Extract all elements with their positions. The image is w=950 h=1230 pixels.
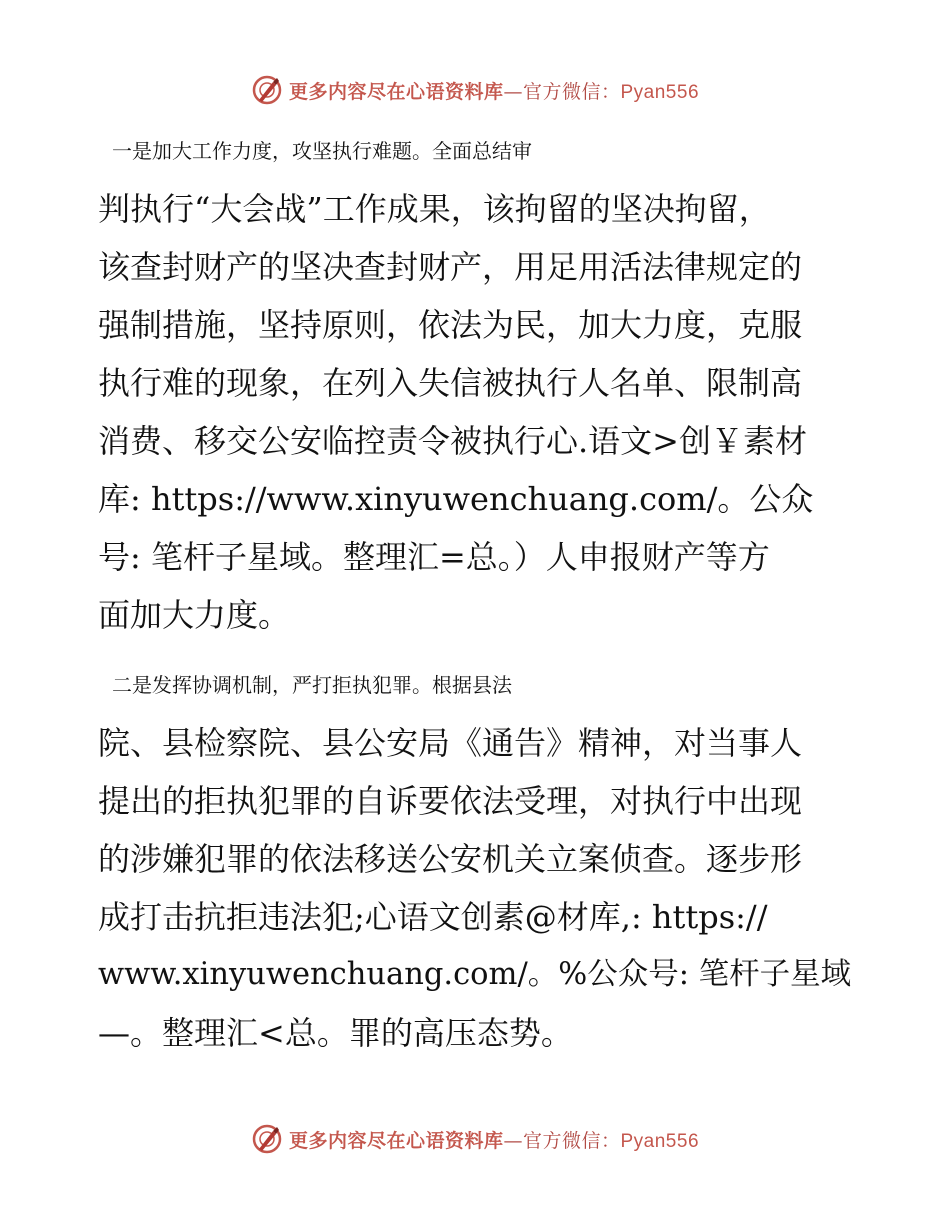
paragraph-2	[98, 656, 858, 1062]
text-line: 执行难的现象，在列入失信被执行人名单、限制高	[98, 364, 803, 402]
text-line: 提出的拒执犯罪的自诉要依法受理，对执行中出现	[98, 782, 803, 820]
text-line: 号: 笔杆子星域。整理汇=总。）人申报财产等方	[98, 538, 770, 576]
footer-watermark	[0, 1119, 950, 1159]
text-line: 面加大力度。	[98, 596, 291, 634]
text-line: —。整理汇<总。罪的高压态势。	[98, 1014, 573, 1052]
pen-logo-icon	[251, 74, 283, 106]
text-line: 成打击抗拒违法犯;心语文创素@材库,: https://	[98, 898, 768, 936]
text-line: 判执行“大会战”工作成果，该拘留的坚决拘留，	[98, 190, 771, 228]
text-line: 该查封财产的坚决查封财产，用足用活法律规定的	[98, 248, 803, 286]
text-line: 二是发挥协调机制，严打拒执犯罪。根据县法	[112, 673, 512, 697]
text-line: 一是加大工作力度，攻坚执行难题。全面总结审	[112, 139, 532, 163]
watermark-text: 更多内容尽在心语资料库—官方微信：Pyan556	[288, 80, 700, 103]
text-line: 强制措施，坚持原则，依法为民，加大力度，克服	[98, 306, 803, 344]
pen-logo-icon	[251, 1123, 283, 1155]
text-line: 消费、移交公安临控责令被执行心.语文>创￥素材	[98, 422, 807, 460]
paragraph-1	[98, 122, 858, 644]
watermark-text: 更多内容尽在心语资料库—官方微信：Pyan556	[288, 1129, 700, 1152]
text-line: 院、县检察院、县公安局《通告》精神，对当事人	[98, 724, 803, 762]
text-line: www.xinyuwenchuang.com/。%公众号: 笔杆子星域	[98, 957, 852, 992]
document-body	[98, 122, 858, 1062]
text-line: 库: https://www.xinyuwenchuang.com/。公众	[98, 480, 814, 518]
header-watermark	[0, 70, 950, 110]
text-line: 的涉嫌犯罪的依法移送公安机关立案侦查。逐步形	[98, 840, 803, 878]
